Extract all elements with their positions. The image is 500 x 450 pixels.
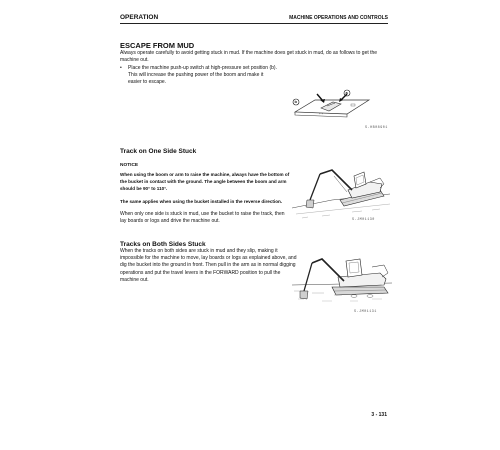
push-up-switch-figure	[281, 84, 389, 132]
excavator-one-side-illustration	[292, 160, 390, 224]
figure-code-one-side: S-JM01130	[352, 218, 375, 222]
header-chapter-title: MACHINE OPERATIONS AND CONTROLS	[289, 15, 388, 21]
page-number: 3 - 131	[371, 412, 387, 418]
notice-text: When using the boom or arm to raise the machine, always have the bottom of the bucket in contact with the ground. The angle between the boom and arm should be 90° to 110°.	[120, 172, 290, 191]
bullet-icon: •	[120, 65, 122, 71]
track-one-side-heading: Track on One Side Stuck	[120, 148, 197, 155]
push-up-switch-bullet	[120, 65, 278, 87]
both-sides-stuck-paragraph: When the tracks on both sides are stuck in mud and they slip, making it impossible for the machine to move, lay boards or logs as explained above, and dig the bucket into the ground in front. Then pull in the arm as in normal digging operations and put the travel levers in the FORWARD position to pull the machine out.	[120, 248, 297, 283]
header-section-title: OPERATION	[120, 14, 159, 21]
escape-intro-paragraph: Always operate carefully to avoid getting stuck in mud. If the machine does get stuck in mud, do as follows to get the machine out.	[120, 50, 378, 64]
header-divider	[120, 23, 388, 24]
push-up-switch-text: Place the machine push-up switch at high-pressure set position (b). This will increase the pushing power of the boom and make it easier to escape.	[128, 65, 277, 86]
one-side-stuck-figure	[292, 160, 390, 224]
notice-reverse-bucket-text: The same applies when using the bucket installed in the reverse direction.	[120, 199, 283, 204]
tracks-both-sides-heading: Tracks on Both Sides Stuck	[120, 241, 206, 248]
marker-a-label: a	[345, 89, 348, 95]
notice-label: NOTICE	[120, 163, 139, 168]
push-up-switch-illustration	[281, 84, 389, 132]
marker-b-label: b	[294, 98, 297, 104]
figure-code-push-up: S-HB08901	[365, 126, 388, 130]
figure-code-both-sides: S-JM01131	[354, 310, 377, 314]
excavator-both-sides-illustration	[292, 243, 392, 318]
escape-from-mud-heading: ESCAPE FROM MUD	[120, 41, 195, 50]
one-side-stuck-paragraph: When only one side is stuck in mud, use the bucket to raise the track, then lay boards or logs and drive the machine out.	[120, 211, 285, 225]
both-sides-stuck-figure	[292, 243, 392, 318]
